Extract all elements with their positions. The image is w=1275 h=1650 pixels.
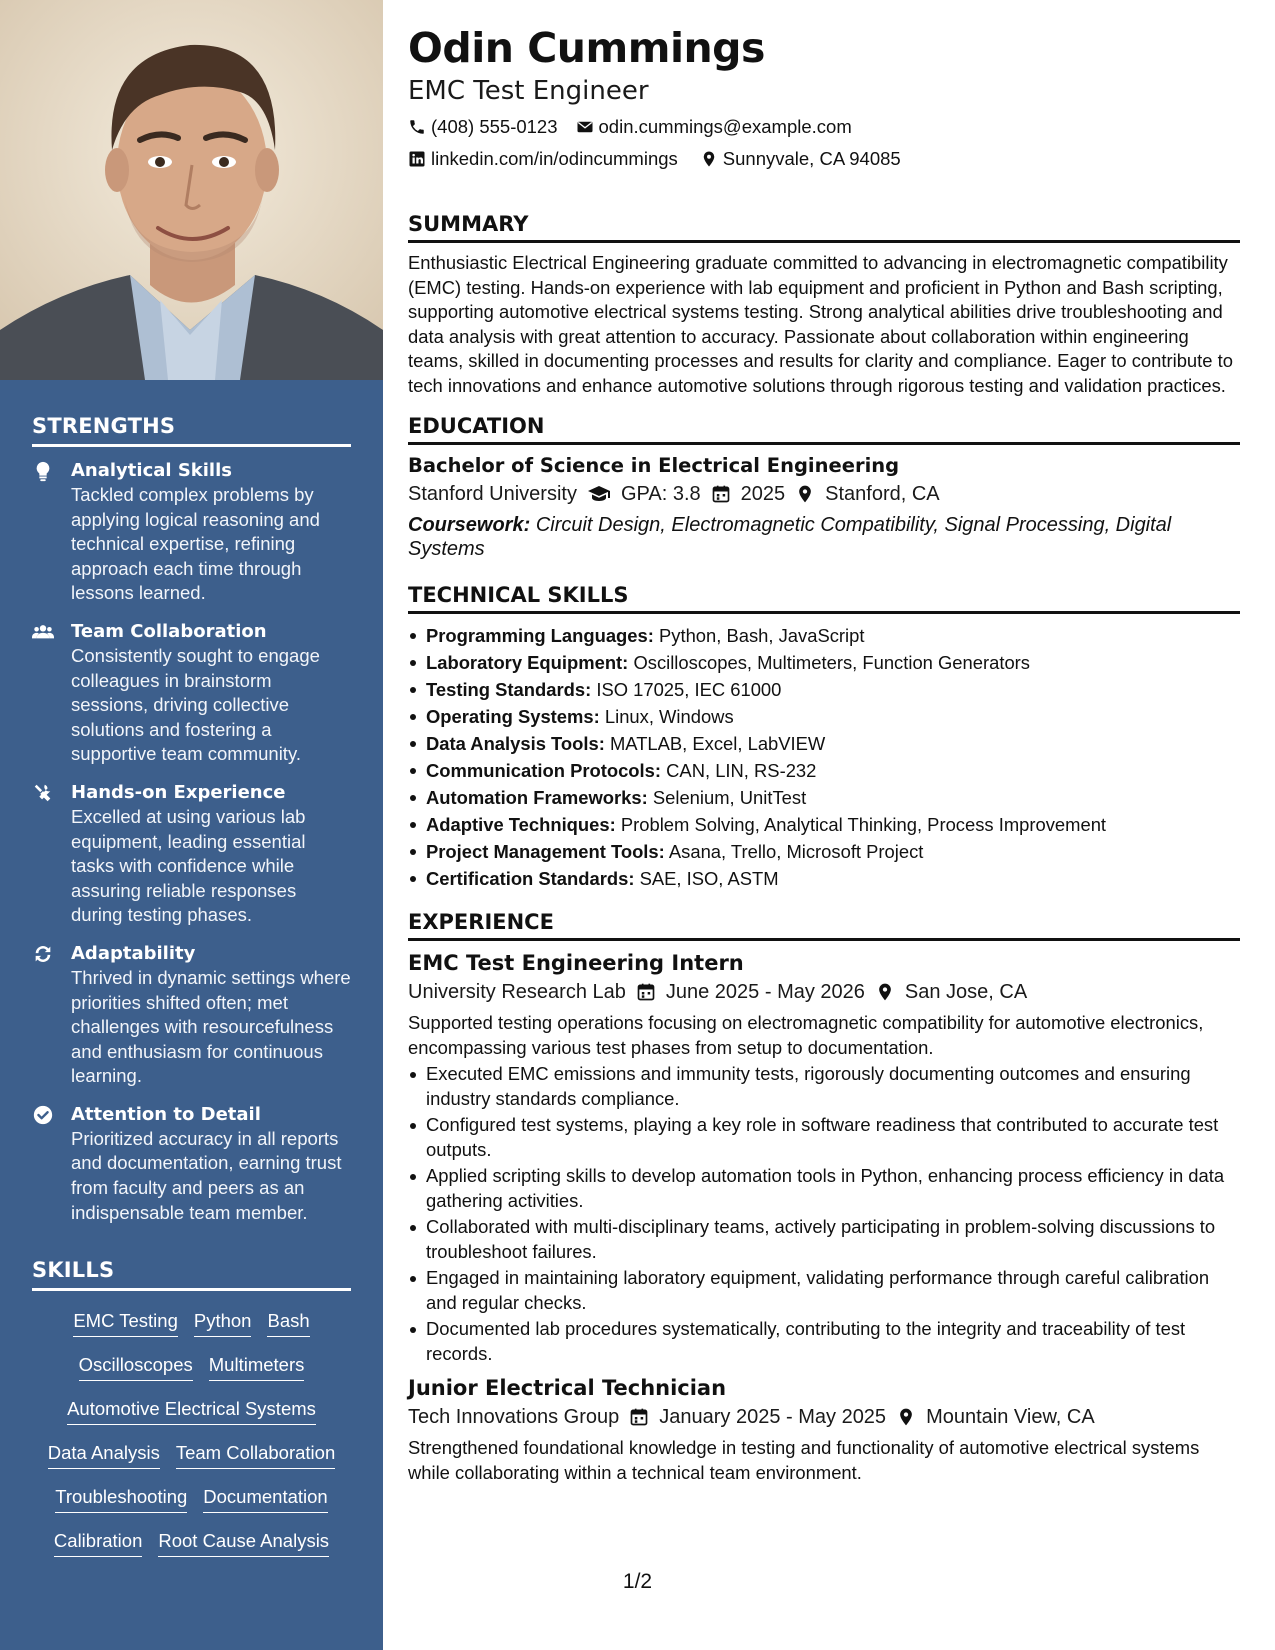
map-pin-icon xyxy=(896,1407,916,1427)
job-title: EMC Test Engineering Intern xyxy=(408,951,744,975)
strength-item xyxy=(32,620,351,767)
skill-tag: Calibration xyxy=(54,1529,142,1557)
list-item xyxy=(408,784,1240,811)
strength-item xyxy=(32,942,351,1089)
calendar-icon xyxy=(711,484,731,504)
skill-tag: Documentation xyxy=(203,1485,327,1513)
skill-label: Programming Languages: xyxy=(426,625,654,646)
contact-location xyxy=(700,144,901,174)
envelope-icon xyxy=(576,118,594,136)
skill-row xyxy=(32,1529,351,1557)
technical-skills-list xyxy=(408,622,1240,892)
degree: Bachelor of Science in Electrical Engineering xyxy=(408,454,900,477)
job-bullets xyxy=(408,1062,1240,1366)
job-summary: Supported testing operations focusing on electromagnetic compatibility for automotive electronics, encompassing various test phases from setup to documentation. xyxy=(408,1012,1204,1058)
job-meta xyxy=(408,977,1240,1007)
strength-item xyxy=(32,459,351,606)
list-item xyxy=(408,622,1240,649)
candidate-name: Odin Cummings xyxy=(408,24,765,72)
list-item xyxy=(408,865,1240,892)
contact-row xyxy=(408,112,1240,142)
summary-text: Enthusiastic Electrical Engineering graduate committed to advancing in electromagnetic compatibility (EMC) testing. Hands-on experience with lab equipment and proficient in Python and Bash scripting, supporting automotive electrical systems testing. Strong analytical abilities drive troubleshooting and data analysis with great attention to accuracy. Passionate about collaboration within engineering teams, skilled in documenting processes and results for clarity and compliance. Eager to contribute to tech innovations and enhance automotive solutions through rigorous testing and validation practices. xyxy=(408,252,1233,396)
skill-label: Communication Protocols: xyxy=(426,760,662,781)
job-location: San Jose, CA xyxy=(904,981,1028,1003)
experience-title: EXPERIENCE xyxy=(408,908,1240,941)
strength-desc: Tackled complex problems by applying logical reasoning and technical expertise, refining approach each time through lessons learned. xyxy=(71,484,320,604)
strength-item xyxy=(32,1103,351,1225)
coursework-label: Coursework: xyxy=(408,514,531,536)
skill-tag: Data Analysis xyxy=(48,1441,160,1469)
coursework xyxy=(408,513,1240,561)
email-text: odin.cummings@example.com xyxy=(598,116,852,137)
skills-tags xyxy=(32,1309,351,1557)
skills-section xyxy=(32,1258,351,1573)
skill-row xyxy=(32,1353,351,1381)
education-meta xyxy=(408,479,1240,509)
strength-title: Attention to Detail xyxy=(71,1103,261,1125)
main-content xyxy=(408,22,1240,1485)
candidate-role: EMC Test Engineer xyxy=(408,76,649,106)
strength-desc: Prioritized accuracy in all reports and documentation, earning trust from faculty and peers as an indispensable team member. xyxy=(71,1127,342,1223)
skill-value: Oscilloscopes, Multimeters, Function Generators xyxy=(633,652,1031,673)
skill-value: Problem Solving, Analytical Thinking, Process Improvement xyxy=(620,814,1107,835)
skill-row xyxy=(32,1485,351,1513)
list-item: Executed EMC emissions and immunity tests, rigorously documenting outcomes and ensuring industry standards compliance. xyxy=(408,1062,1240,1111)
calendar-icon xyxy=(629,1407,649,1427)
list-item xyxy=(408,730,1240,757)
contact-row xyxy=(408,144,1240,174)
job-dates: January 2025 - May 2025 xyxy=(659,1406,887,1428)
skill-value: SAE, ISO, ASTM xyxy=(639,868,779,889)
skill-tag: Automotive Electrical Systems xyxy=(67,1397,316,1425)
technical-skills-title: TECHNICAL SKILLS xyxy=(408,581,1240,614)
page-number-text: 1/2 xyxy=(622,1570,653,1593)
skill-label: Laboratory Equipment: xyxy=(426,652,629,673)
skill-row xyxy=(32,1397,351,1425)
lightbulb-icon xyxy=(32,460,54,482)
phone-icon xyxy=(408,118,426,136)
skill-value: ISO 17025, IEC 61000 xyxy=(596,679,782,700)
job-entry xyxy=(408,949,1240,1366)
users-icon xyxy=(32,621,54,643)
strength-desc: Thrived in dynamic settings where priorities shifted often; met challenges with resourcefulness and enthusiasm for continuous learning. xyxy=(71,966,351,1087)
list-item xyxy=(408,676,1240,703)
skill-tag: Root Cause Analysis xyxy=(158,1529,329,1557)
graduation-cap-icon xyxy=(587,482,611,506)
skill-tag: Oscilloscopes xyxy=(79,1353,193,1381)
skill-tag: EMC Testing xyxy=(73,1309,178,1337)
job-meta xyxy=(408,1402,1240,1432)
education-title: EDUCATION xyxy=(408,412,1240,445)
strengths-heading: STRENGTHS xyxy=(32,414,351,447)
linkedin-icon xyxy=(408,150,426,168)
skill-tag: Bash xyxy=(267,1309,309,1337)
skill-row xyxy=(32,1309,351,1337)
skill-label: Certification Standards: xyxy=(426,868,635,889)
list-item xyxy=(408,649,1240,676)
skill-label: Data Analysis Tools: xyxy=(426,733,605,754)
technical-skills-section xyxy=(408,581,1240,892)
list-item xyxy=(408,811,1240,838)
summary-title: SUMMARY xyxy=(408,210,1240,243)
strengths-section xyxy=(32,414,351,1225)
graduation-year: 2025 xyxy=(740,483,786,505)
skills-heading: SKILLS xyxy=(32,1258,351,1291)
job-entry xyxy=(408,1374,1240,1485)
skill-tag: Team Collaboration xyxy=(176,1441,335,1469)
list-item xyxy=(408,838,1240,865)
skill-label: Operating Systems: xyxy=(426,706,600,727)
list-item xyxy=(408,757,1240,784)
page-number xyxy=(0,1570,1275,1594)
map-pin-icon xyxy=(700,150,718,168)
gpa: GPA: 3.8 xyxy=(620,483,701,505)
profile-photo xyxy=(0,0,383,380)
skill-value: Asana, Trello, Microsoft Project xyxy=(668,841,924,862)
list-item: Documented lab procedures systematically, contributing to the integrity and traceability of test records. xyxy=(408,1317,1240,1366)
job-location: Mountain View, CA xyxy=(926,1406,1095,1428)
school-name: Stanford University xyxy=(408,483,577,505)
skill-value: Python, Bash, JavaScript xyxy=(659,625,865,646)
skill-row xyxy=(32,1441,351,1469)
skill-value: CAN, LIN, RS-232 xyxy=(666,760,817,781)
summary-section xyxy=(408,210,1240,398)
job-title: Junior Electrical Technician xyxy=(408,1376,727,1400)
strength-title: Analytical Skills xyxy=(71,460,232,481)
list-item: Engaged in maintaining laboratory equipment, validating performance through careful calibration and regular checks. xyxy=(408,1266,1240,1315)
list-item: Collaborated with multi-disciplinary teams, actively participating in problem-solving discussions to troubleshoot failures. xyxy=(408,1215,1240,1264)
strength-item xyxy=(32,781,351,928)
strength-desc: Excelled at using various lab equipment, leading essential tasks with confidence while assuring reliable responses during testing phases. xyxy=(71,805,306,926)
experience-section xyxy=(408,908,1240,1485)
list-item: Applied scripting skills to develop automation tools in Python, enhancing process efficiency in data gathering activities. xyxy=(408,1164,1240,1213)
education-section xyxy=(408,412,1240,561)
map-pin-icon xyxy=(795,484,815,504)
skill-value: MATLAB, Excel, LabVIEW xyxy=(609,733,826,754)
portrait-illustration xyxy=(0,0,383,380)
calendar-icon xyxy=(636,982,656,1002)
map-pin-icon xyxy=(875,982,895,1002)
phone-text: (408) 555-0123 xyxy=(431,116,558,137)
skill-label: Project Management Tools: xyxy=(426,841,665,862)
skill-label: Adaptive Techniques: xyxy=(426,814,616,835)
strength-title: Adaptability xyxy=(71,942,196,964)
skill-tag: Troubleshooting xyxy=(55,1485,187,1513)
coursework-list: Circuit Design, Electromagnetic Compatibility, Signal Processing, Digital Systems xyxy=(408,514,1172,560)
location-text: Sunnyvale, CA 94085 xyxy=(722,148,901,169)
tools-icon xyxy=(32,782,54,804)
job-summary: Strengthened foundational knowledge in testing and functionality of automotive electrical systems while collaborating within a technical team environment. xyxy=(408,1437,1200,1483)
sync-icon xyxy=(32,943,54,965)
education-location: Stanford, CA xyxy=(825,483,940,505)
skill-value: Linux, Windows xyxy=(604,706,734,727)
list-item: Configured test systems, playing a key role in software readiness that contributed to accurate test outputs. xyxy=(408,1113,1240,1162)
skill-label: Automation Frameworks: xyxy=(426,787,648,808)
list-item xyxy=(408,703,1240,730)
company-name: Tech Innovations Group xyxy=(408,1406,620,1428)
skill-value: Selenium, UnitTest xyxy=(652,787,807,808)
contact-email xyxy=(576,112,852,142)
skill-tag: Python xyxy=(194,1309,252,1337)
linkedin-text: linkedin.com/in/odincummings xyxy=(431,148,678,169)
skill-label: Testing Standards: xyxy=(426,679,592,700)
contact-phone xyxy=(408,112,558,142)
strength-title: Team Collaboration xyxy=(71,620,267,642)
check-circle-icon xyxy=(32,1104,54,1126)
sidebar xyxy=(0,0,383,1650)
strength-desc: Consistently sought to engage colleagues in brainstorm sessions, driving collective solutions and fostering a supportive team community. xyxy=(71,644,320,765)
skill-tag: Multimeters xyxy=(209,1353,305,1381)
company-name: University Research Lab xyxy=(408,981,626,1003)
strength-title: Hands-on Experience xyxy=(71,781,286,803)
contact-linkedin xyxy=(408,144,678,174)
job-dates: June 2025 - May 2026 xyxy=(665,981,865,1003)
